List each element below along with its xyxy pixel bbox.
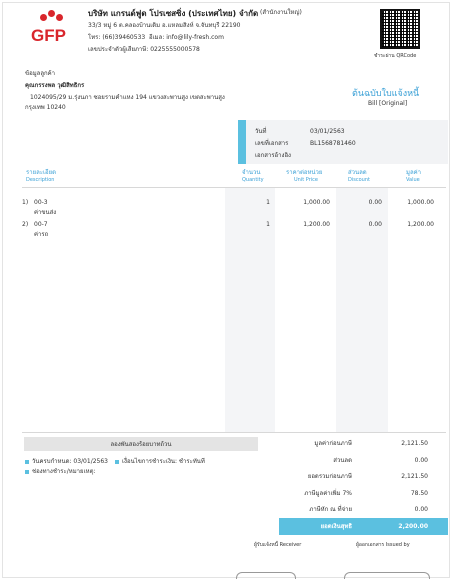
ref-label: เอกสารอ้างอิง [255, 152, 291, 159]
docno-value: BL1568781460 [310, 140, 356, 147]
logo-text: GFP [31, 26, 66, 45]
bullet-icon [25, 460, 29, 464]
summary-value: 2,121.50 [401, 440, 428, 447]
col-desc-en: Description [26, 177, 55, 183]
col-qty-th: จำนวน [242, 169, 261, 176]
item-price: 1,000.00 [303, 199, 330, 206]
phone-value: (66)39460533 [102, 34, 146, 41]
net-total-label: ยอดเงินสุทธิ [320, 523, 352, 530]
company-logo-icon [34, 10, 74, 26]
item-qty: 1 [266, 199, 270, 206]
col-value-th: มูลค่า [406, 169, 422, 176]
customer-name: คุณกรรงพล วุฒิสิทธิกร [25, 82, 85, 89]
company-taxid [88, 46, 200, 53]
company-name: บริษัท แกรนด์ฟูด โปรเซสซิ่ง (ประเทศไทย) จำกัด [88, 9, 259, 18]
summary-label: ภาษีหัก ณ ที่จ่าย [309, 506, 352, 513]
summary-label: ภาษีมูลค่าเพิ่ม 7% [304, 490, 352, 497]
doc-title-th: ต้นฉบับใบแจ้งหนี้ [352, 89, 420, 99]
customer-address-2: กรุงเทพ 10240 [25, 104, 66, 111]
company-address: 33/3 หมู่ 6 ต.คลองบ้านเดิม อ.แหลมสิงห์ จ.จันทบุรี 22190 [88, 22, 241, 29]
item-discount: 0.00 [368, 199, 382, 206]
summary-label: ยอดรวมก่อนภาษี [307, 473, 352, 480]
company-contact [88, 34, 224, 41]
net-total-value: 2,200.00 [398, 523, 428, 530]
col-disc-en: Discount [348, 177, 370, 183]
summary-value: 0.00 [414, 506, 428, 513]
company-branch: (สำนักงานใหญ่) [260, 9, 302, 16]
payment-channel: ช่องทางชำระ/หมายเหตุ: [32, 468, 96, 475]
email-value: info@lily-fresh.com [166, 34, 224, 41]
col-price-th: ราคาต่อหน่วย [286, 169, 323, 176]
doc-title-en: Bill [Original] [368, 100, 408, 107]
item-name: ค่ารถ [34, 231, 49, 238]
summary-label: ส่วนลด [333, 457, 352, 464]
summary-value: 2,121.50 [401, 473, 428, 480]
amount-words: ลองพันสองร้อยบาทถ้วน [110, 441, 172, 448]
item-no: 1) [22, 199, 29, 206]
summary-label: มูลค่าก่อนภาษี [314, 440, 352, 447]
col-qty-en: Quantity [242, 177, 264, 183]
qr-code-icon [380, 9, 420, 49]
item-discount: 0.00 [368, 221, 382, 228]
due-date: วันครบกำหนด: 03/01/2563 [32, 458, 108, 465]
payment-terms: เงื่อนไขการชำระเงิน: ชำระทันที [122, 458, 205, 465]
header-divider [22, 187, 446, 188]
qr-caption: ชำระผ่าน QRCode [374, 53, 417, 59]
item-no: 2) [22, 221, 29, 228]
email-label: อีเมล: [149, 34, 165, 41]
receiver-label: ผู้รับแจ้งหนี้ Receiver [254, 542, 302, 548]
issuer-label: ผู้ออกเอกสาร Issued by [356, 542, 410, 548]
col-disc-th: ส่วนลด [348, 169, 367, 176]
summary-value: 78.50 [410, 490, 428, 497]
item-price: 1,200.00 [303, 221, 330, 228]
date-value: 03/01/2563 [310, 128, 345, 135]
doc-info-accent [238, 120, 246, 164]
item-qty: 1 [266, 221, 270, 228]
bullet-icon [115, 460, 119, 464]
customer-address-1: 1024095/29 ม.รุ่งนภา ซอยรามคำแหง 194 แขวงสะพานสูง เขตสะพานสูง [30, 94, 225, 101]
item-value: 1,000.00 [407, 199, 434, 206]
item-code: 00-7 [34, 221, 48, 228]
bullet-icon [25, 470, 29, 474]
customer-section-label: ข้อมูลลูกค้า [25, 70, 56, 77]
col-value-en: Value [406, 177, 420, 183]
item-name: ค่าขนส่ง [34, 209, 57, 216]
col-price-en: Unit Price [294, 177, 318, 183]
summary-value: 0.00 [414, 457, 428, 464]
item-value: 1,200.00 [407, 221, 434, 228]
taxid-value: 0225555000578 [150, 46, 200, 53]
taxid-label: เลขประจำตัวผู้เสียภาษี: [88, 46, 149, 53]
phone-label: โทร: [88, 34, 101, 41]
date-label: วันที่ [255, 128, 267, 135]
docno-label: เลขที่เอกสาร [255, 140, 289, 147]
table-bottom-divider [22, 432, 446, 433]
col-desc-th: รายละเอียด [26, 169, 57, 176]
item-code: 00-3 [34, 199, 48, 206]
